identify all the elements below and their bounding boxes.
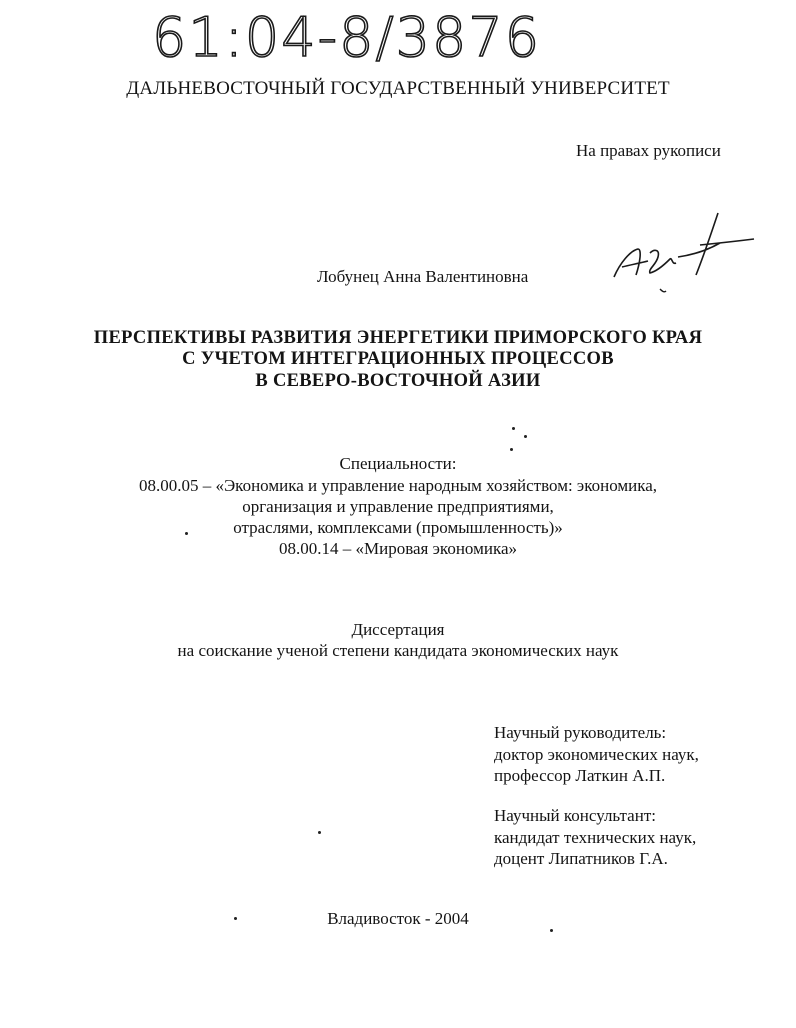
consultant-name: доцент Липатников Г.А. [494,849,668,868]
scan-speck [318,831,321,834]
title-line-3: В СЕВЕРО-ВОСТОЧНОЙ АЗИИ [255,371,541,391]
consultant-heading: Научный консультант: [494,806,656,825]
title-line-2: С УЧЕТОМ ИНТЕГРАЦИОННЫХ ПРОЦЕССОВ [182,349,614,369]
scan-speck [550,929,553,932]
author-name: Лобунец Анна Валентиновна [317,267,529,286]
specialty-line-3: отраслями, комплексами (промышленность)» [233,518,563,537]
specialty-line-1: 08.00.05 – «Экономика и управление народным хозяйством: экономика, [138,476,658,495]
archive-number-handwritten [148,2,618,64]
manuscript-note: На правах рукописи [576,141,721,160]
supervisor-heading: Научный руководитель: [494,723,667,742]
dissertation-type: Диссертация [351,620,445,639]
university-name: ДАЛЬНЕВОСТОЧНЫЙ ГОСУДАРСТВЕННЫЙ УНИВЕРСИТЕТ [126,78,670,99]
scan-speck [512,427,515,430]
supervisor-degree: доктор экономических наук, [494,745,699,764]
scan-speck [234,917,237,920]
author-signature [600,205,760,297]
consultant-degree: кандидат технических наук, [494,828,697,847]
scan-speck [185,532,188,535]
specialties-heading: Специальности: [339,454,457,473]
archive-number-text: 61:04-8/3876 [152,6,542,64]
place-year: Владивосток - 2004 [327,909,469,928]
scan-speck [510,448,513,451]
dissertation-degree: на соискание ученой степени кандидата экономических наук [177,641,619,660]
supervisor-name: профессор Латкин А.П. [494,766,666,785]
specialty-line-2: организация и управление предприятиями, [242,497,554,516]
specialty-line-4: 08.00.14 – «Мировая экономика» [279,539,517,558]
scan-speck [524,435,527,438]
title-line-1: ПЕРСПЕКТИВЫ РАЗВИТИЯ ЭНЕРГЕТИКИ ПРИМОРСКОГО КРАЯ [93,328,703,348]
